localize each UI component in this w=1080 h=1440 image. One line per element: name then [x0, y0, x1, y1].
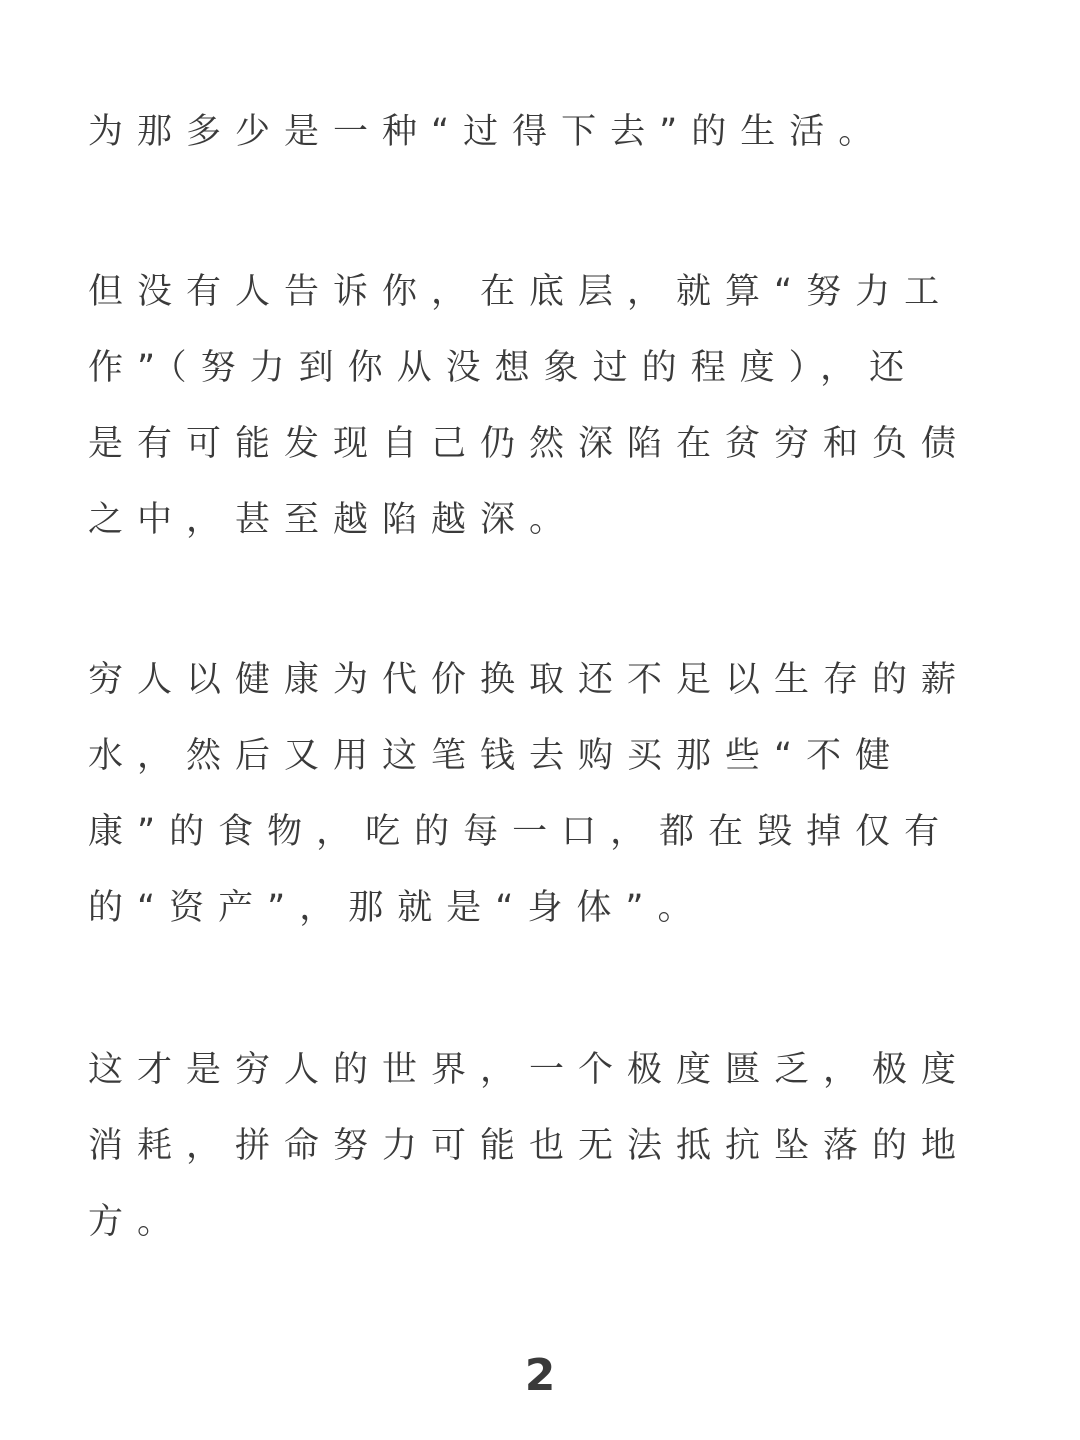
paragraph-line: 方。 [88, 1202, 187, 1242]
page-number: 2 [524, 1350, 556, 1401]
paragraph-line: 这才是穷人的世界，一个极度匮乏，极度 [88, 1050, 971, 1090]
paragraph-4 [88, 1032, 992, 1260]
paragraph-line: 康”的食物，吃的每一口，都在毁掉仅有 [88, 812, 954, 852]
paragraph-line: 穷人以健康为代价换取还不足以生存的薪 [88, 660, 971, 700]
paragraph-1 [88, 94, 992, 170]
paragraph-line: 水，然后又用这笔钱去购买那些“不健 [88, 736, 905, 776]
paragraph-line: 为那多少是一种“过得下去”的生活。 [88, 112, 888, 152]
paragraph-2 [88, 254, 992, 558]
paragraph-line: 作”（努力到你从没想象过的程度），还 [88, 348, 919, 388]
paragraph-line: 的“资产”，那就是“身体”。 [88, 888, 707, 928]
paragraph-line: 消耗，拼命努力可能也无法抵抗坠落的地 [88, 1126, 971, 1166]
paragraph-line: 但没有人告诉你，在底层，就算“努力工 [88, 272, 954, 312]
paragraph-3 [88, 642, 992, 946]
paragraph-line: 之中，甚至越陷越深。 [88, 500, 579, 540]
paragraph-line: 是有可能发现自己仍然深陷在贫穷和负债 [88, 424, 971, 464]
